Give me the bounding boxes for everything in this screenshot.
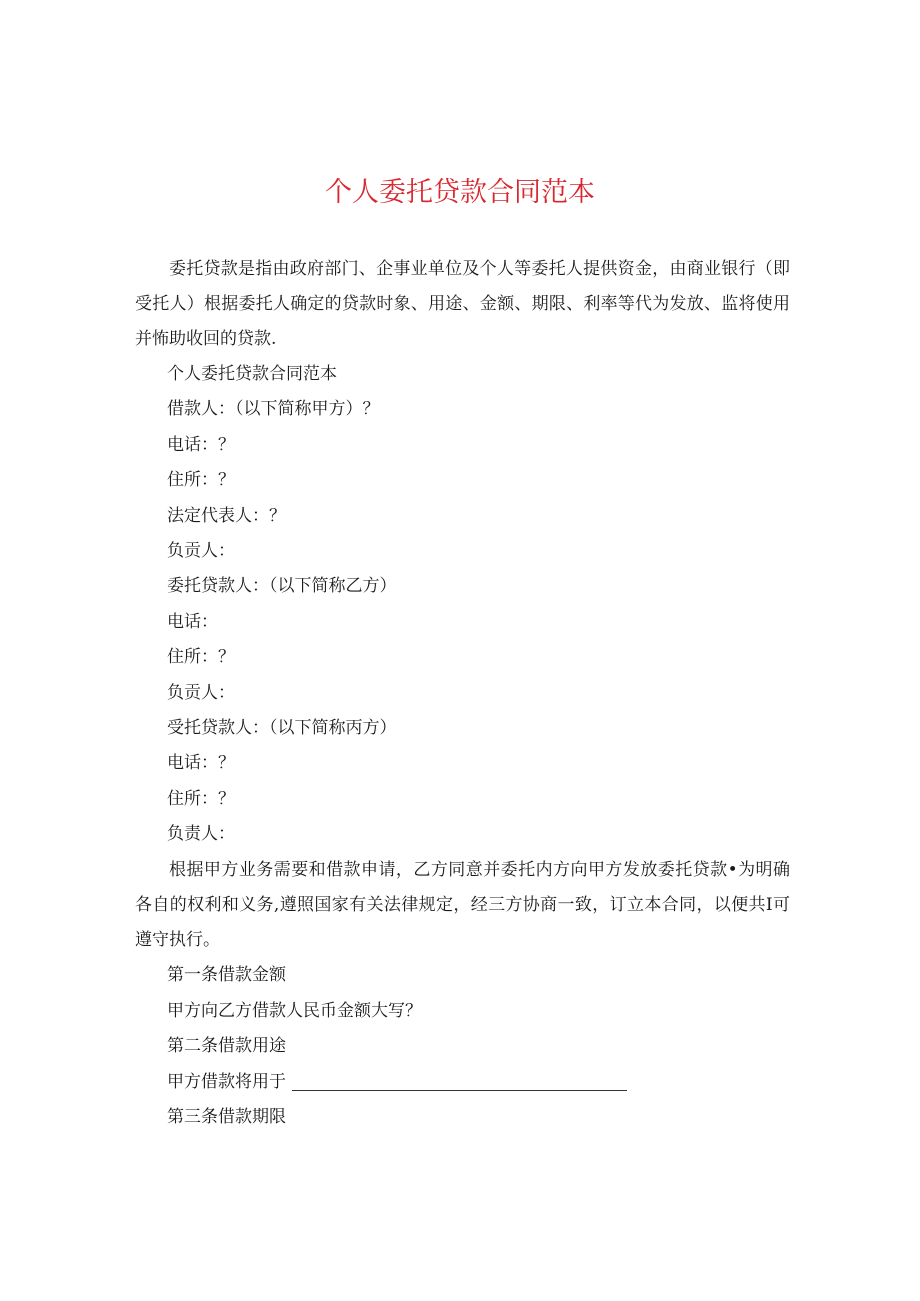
lender-address-line: 住所：？ (167, 647, 235, 668)
lender-phone-line: 电话： (167, 611, 218, 632)
intro-paragraph: 委托贷款是指由政府部门、企事业单位及个人等委托人提供资金，由商业银行（即受托人）根据委托人确定的贷款时象、用途、金额、期限、利率等代为发放、监将使用并怖助收回的贷款. (135, 259, 790, 349)
trustee-address-line: 住所：？ (167, 788, 235, 809)
purpose-blank-line (292, 1068, 627, 1091)
trustee-manager-line: 负责人： (167, 824, 235, 845)
agreement-paragraph: 根据甲方业务需要和借款申请，乙方同意并委托内方向甲方发放委托贷款•为明确各自的权利和义务,遵照国家有关法律规定，经三方协商一致，订立本合同，以便共I可遵守执行。 (135, 860, 790, 951)
document-title: 个人委托贷款合同范本 (325, 177, 595, 208)
clause-1-heading: 第一条借款金额 (167, 965, 286, 986)
clause-2-label: 甲方借款将用于 (167, 1071, 286, 1092)
clause-2-heading: 第二条借款用途 (167, 1036, 286, 1057)
clause-1-text: 甲方向乙方借款人民币金额大写？ (167, 1000, 422, 1021)
legal-representative-line: 法定代表人：？ (167, 505, 286, 526)
borrower-address-line: 住所：？ (167, 470, 235, 491)
borrower-phone-line: 电话：？ (167, 434, 235, 455)
doc-line-heading: 个人委托贷款合同范本 (167, 364, 337, 384)
document-body (135, 252, 790, 1135)
trustee-phone-line: 电话：？ (167, 753, 235, 774)
clause-2-text (135, 1065, 790, 1100)
trustee-lender-line: 受托贷款人：（以下简称丙方） (167, 717, 397, 738)
entrusting-lender-line: 委托贷款人：（以下简称乙方） (167, 576, 397, 597)
borrower-line: 借款人：（以下简称甲方）？ (167, 399, 380, 420)
lender-manager-line: 负贡人： (167, 682, 235, 703)
clause-3-heading: 第三条借款期限 (167, 1107, 286, 1128)
borrower-manager-line: 负贡人： (167, 540, 235, 561)
